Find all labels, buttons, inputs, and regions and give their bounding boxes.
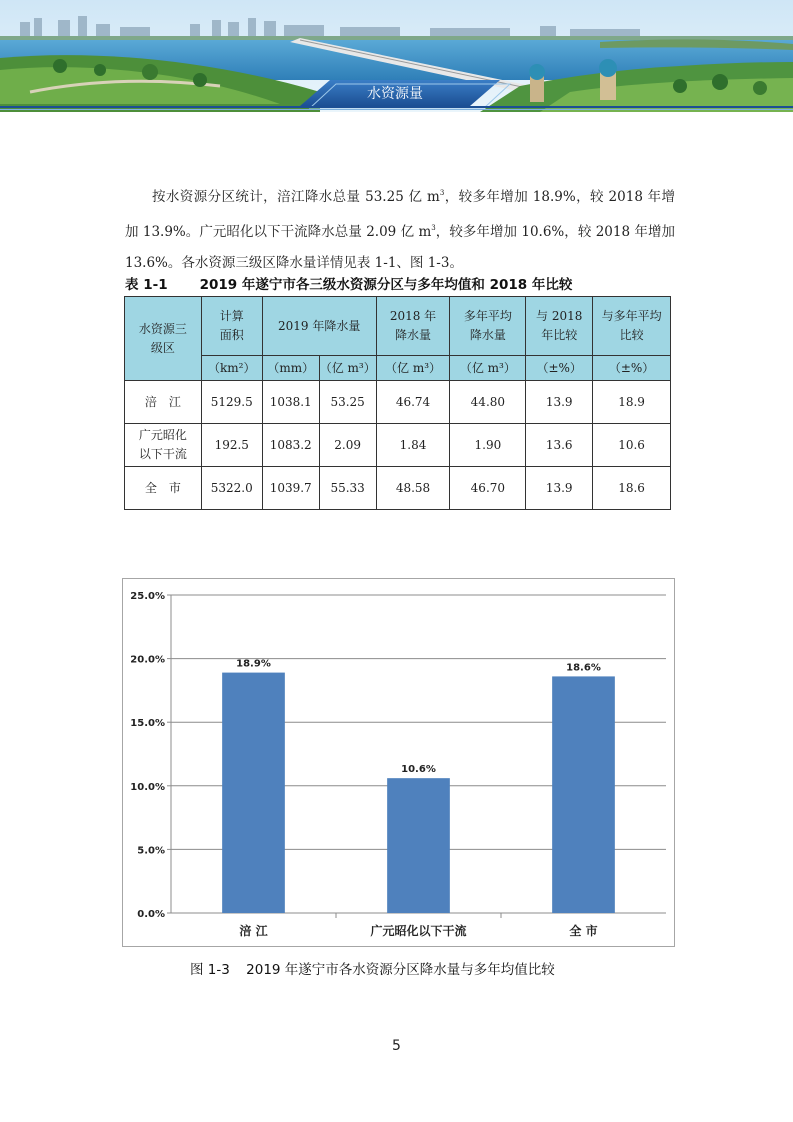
bar xyxy=(552,676,615,913)
x-tick-label: 全 市 xyxy=(569,924,598,938)
x-tick-label: 涪 江 xyxy=(239,924,268,938)
header-region: 水资源三级区 xyxy=(125,297,202,381)
cell-region: 广元昭化以下干流 xyxy=(125,424,202,467)
header-rain2018: 2018 年降水量 xyxy=(376,297,450,356)
data-label: 10.6% xyxy=(401,764,436,776)
data-label: 18.6% xyxy=(566,662,601,674)
cell-avg: 44.80 xyxy=(450,381,526,424)
cell-avg: 46.70 xyxy=(450,467,526,510)
cell-vs2018: 13.9 xyxy=(526,381,593,424)
header-rain2019: 2019 年降水量 xyxy=(262,297,376,356)
header-area: 计算面积 xyxy=(201,297,262,356)
cell-vs2018: 13.9 xyxy=(526,467,593,510)
unit-avg: （亿 m³） xyxy=(450,356,526,381)
paragraph-text-2: ，较多年增加 18.9%，较 2018 年增加 13.9%。广元昭化以下干流降水总量 2.09 亿 m xyxy=(125,189,675,240)
table-number: 表 1-1 xyxy=(125,277,168,293)
bar-chart-svg xyxy=(123,579,674,946)
unit-area: （km²） xyxy=(201,356,262,381)
header-vs2018: 与 2018 年比较 xyxy=(526,297,593,356)
page-number: 5 xyxy=(392,1038,401,1054)
paragraph-text-1: 按水资源分区统计，涪江降水总量 53.25 亿 m xyxy=(152,189,440,205)
cell-vsavg: 18.6 xyxy=(593,467,671,510)
cell-area: 192.5 xyxy=(201,424,262,467)
y-tick-label: 15.0% xyxy=(130,718,165,730)
cell-area: 5322.0 xyxy=(201,467,262,510)
x-tick-label: 广元昭化以下干流 xyxy=(370,924,467,938)
table-title xyxy=(125,273,671,293)
data-label: 18.9% xyxy=(236,658,271,670)
bar xyxy=(222,673,285,913)
figure-title: 2019 年遂宁市各水资源分区降水量与多年均值比较 xyxy=(246,962,555,978)
superscript-3: 3 xyxy=(431,224,436,232)
cell-mm: 1083.2 xyxy=(262,424,319,467)
cell-mm: 1039.7 xyxy=(262,467,319,510)
cell-vol: 55.33 xyxy=(319,467,376,510)
bar xyxy=(387,778,450,913)
body-paragraph xyxy=(125,178,675,279)
cell-vs2018: 13.6 xyxy=(526,424,593,467)
bar-chart xyxy=(122,578,675,947)
unit-vs2018: （±%） xyxy=(526,356,593,381)
table-row xyxy=(125,424,671,467)
cell-2018: 48.58 xyxy=(376,467,450,510)
header-avg: 多年平均降水量 xyxy=(450,297,526,356)
cell-vol: 53.25 xyxy=(319,381,376,424)
header-banner xyxy=(0,0,793,112)
cell-vsavg: 10.6 xyxy=(593,424,671,467)
paragraph-text-3: ，较多年增加 10.6%，较 2018 年增加 13.6%。各水资源三级区降水量详情见表 1-1、图 1-3。 xyxy=(125,224,675,271)
superscript-3: 3 xyxy=(439,189,445,197)
rainfall-table xyxy=(124,296,671,510)
cell-2018: 1.84 xyxy=(376,424,450,467)
cell-mm: 1038.1 xyxy=(262,381,319,424)
y-tick-label: 0.0% xyxy=(137,909,165,920)
unit-vsavg: （±%） xyxy=(593,356,671,381)
y-tick-label: 5.0% xyxy=(137,845,165,857)
table-caption: 2019 年遂宁市各三级水资源分区与多年均值和 2018 年比较 xyxy=(199,277,573,293)
cell-vol: 2.09 xyxy=(319,424,376,467)
unit-mm: （mm） xyxy=(262,356,319,381)
unit-vol: （亿 m³） xyxy=(319,356,376,381)
cell-avg: 1.90 xyxy=(450,424,526,467)
cell-area: 5129.5 xyxy=(201,381,262,424)
table-row xyxy=(125,381,671,424)
cell-region: 全 市 xyxy=(125,467,202,510)
unit-rain2018: （亿 m³） xyxy=(376,356,450,381)
cell-vsavg: 18.9 xyxy=(593,381,671,424)
y-tick-label: 20.0% xyxy=(130,654,165,666)
section-title: 水资源量 xyxy=(367,86,423,102)
cell-2018: 46.74 xyxy=(376,381,450,424)
figure-caption xyxy=(190,958,610,978)
y-tick-label: 25.0% xyxy=(130,591,165,602)
header-vsavg: 与多年平均比较 xyxy=(593,297,671,356)
figure-number: 图 1-3 xyxy=(190,962,230,978)
cell-region: 涪 江 xyxy=(125,381,202,424)
table-row xyxy=(125,467,671,510)
y-tick-label: 10.0% xyxy=(130,781,165,793)
